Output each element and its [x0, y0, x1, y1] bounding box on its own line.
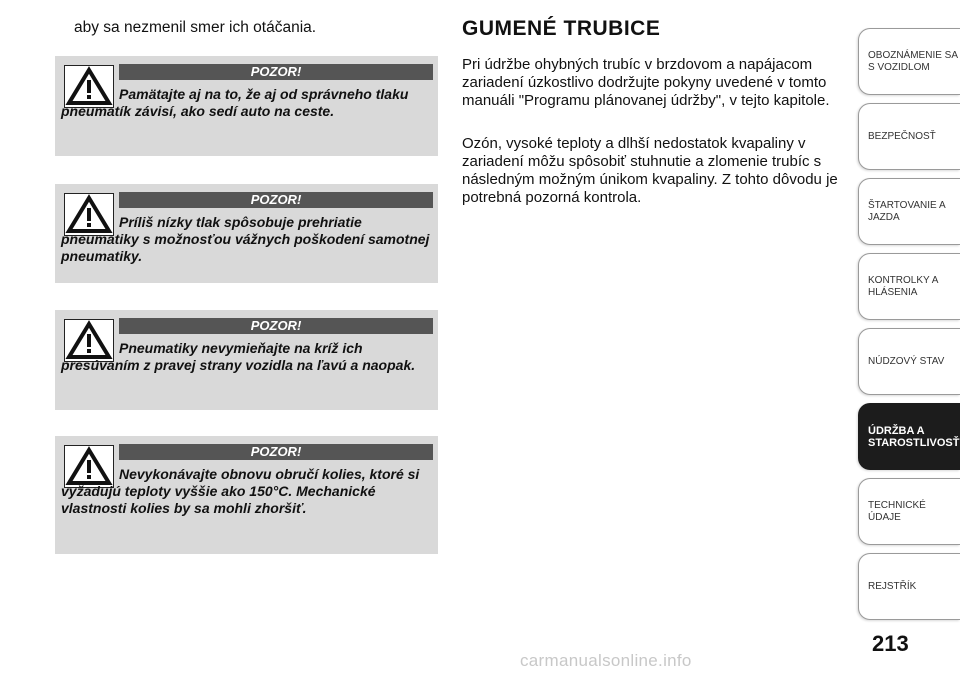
body-paragraph: Pri údržbe ohybných trubíc v brzdovom a napájacom zariadení úzkostlivo dodržujte pokyny uvedené v tomto manuáli "Programu plánovanej údržby", v tejto kapitole. — [462, 56, 830, 109]
watermark: carmanualsonline.info — [520, 651, 692, 670]
warning-box — [55, 56, 438, 156]
body-paragraph: Ozón, vysoké teploty a dlhší nedostatok kvapaliny v zariadení môžu spôsobiť stuhnutie a zlomenie trubíc s následným možným únikom kvapaliny. Z tohto dôvodu je potrebná pozorná kontrola. — [462, 135, 838, 206]
tab-nudzovy-stav[interactable] — [858, 328, 960, 395]
tab-label: NÚDZOVÝ STAV — [868, 355, 945, 367]
tab-label: KONTROLKY A HLÁSENIA — [868, 274, 938, 298]
warning-box — [55, 310, 438, 410]
tab-bezpecnost[interactable] — [858, 103, 960, 170]
tab-startovanie[interactable] — [858, 178, 960, 245]
tab-kontrolky[interactable] — [858, 253, 960, 320]
tab-label: ÚDRŽBA A STAROSTLIVOSŤ — [868, 424, 960, 449]
tab-label: ŠTARTOVANIE A JAZDA — [868, 199, 946, 223]
tab-label: OBOZNÁMENIE SA S VOZIDLOM — [868, 49, 958, 73]
warning-text: Príliš nízky tlak spôsobuje prehriatie pneumatiky s možnosťou vážnych poškodení samotnej pneumatiky. — [61, 214, 430, 264]
warning-text: Nevykonávajte obnovu obručí kolies, ktoré si vyžadujú teploty vyššie ako 150°C. Mechanické vlastnosti kolies by sa mohli zhoršiť. — [61, 466, 420, 516]
tab-oboznamenie[interactable] — [858, 28, 960, 95]
warning-title: POZOR! — [119, 318, 433, 334]
tab-technicke-udaje[interactable] — [858, 478, 960, 545]
warning-box — [55, 184, 438, 283]
warning-title: POZOR! — [119, 192, 433, 208]
warning-text: Pamätajte aj na to, že aj od správneho tlaku pneumatík závisí, ako sedí auto na ceste. — [61, 86, 409, 119]
tab-label: BEZPEČNOSŤ — [868, 130, 936, 142]
warning-title: POZOR! — [119, 64, 433, 80]
warning-text: Pneumatiky nevymieňajte na kríž ich presúvaním z pravej strany vozidla na ľavú a naopak. — [61, 340, 416, 373]
page-number: 213 — [872, 631, 909, 656]
warning-box — [55, 436, 438, 554]
tab-label: REJSTŘÍK — [868, 580, 917, 592]
tab-udrzba[interactable] — [858, 403, 960, 470]
warning-title: POZOR! — [119, 444, 433, 460]
tab-rejstrik[interactable] — [858, 553, 960, 620]
intro-text: aby sa nezmenil smer ich otáčania. — [74, 19, 317, 36]
tab-label: TECHNICKÉ ÚDAJE — [868, 499, 926, 523]
section-title: GUMENÉ TRUBICE — [462, 17, 661, 40]
